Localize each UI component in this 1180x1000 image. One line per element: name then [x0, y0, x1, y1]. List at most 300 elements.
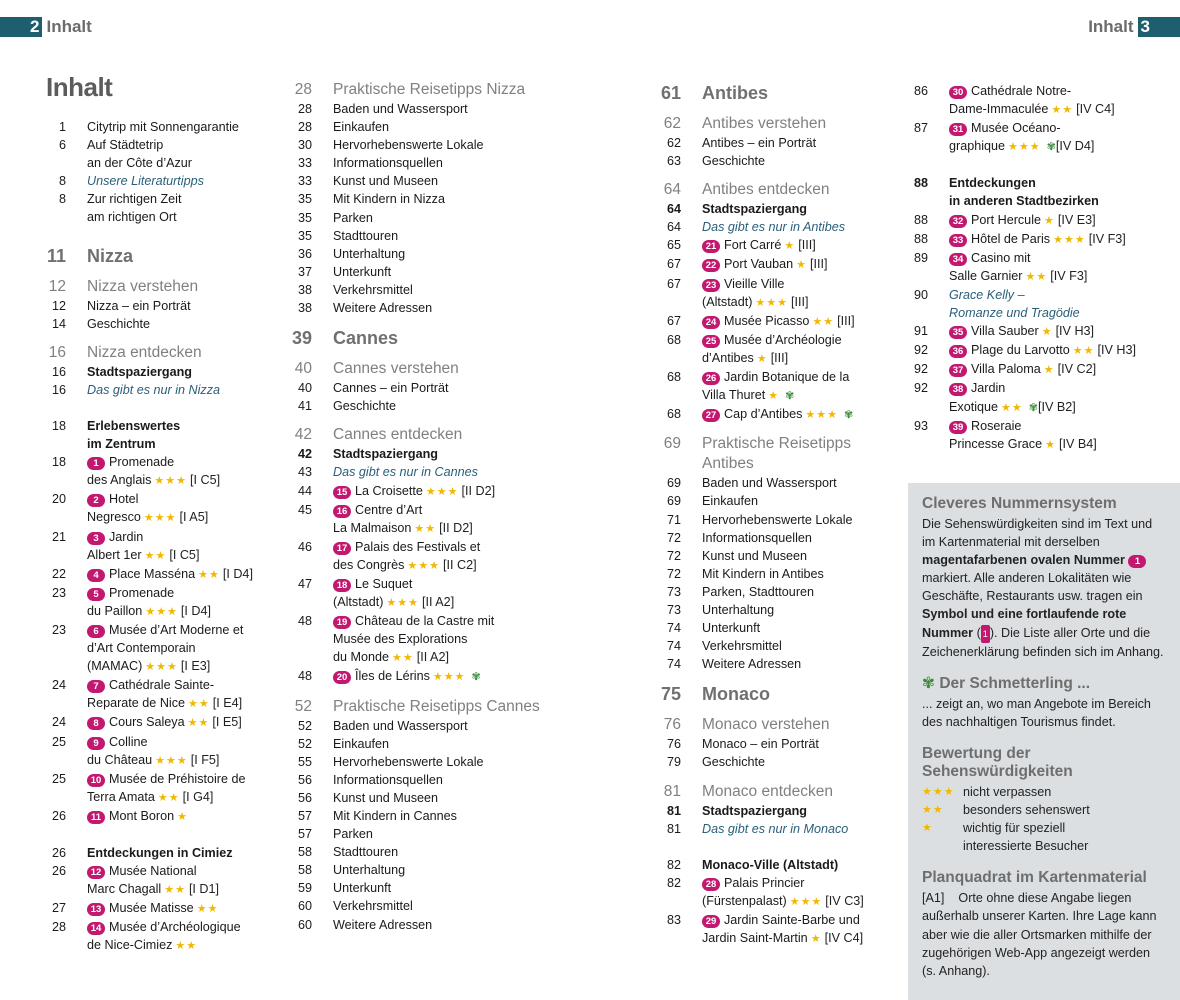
page-number: 24	[51, 715, 66, 730]
chapter-heading[interactable]	[292, 327, 612, 349]
toc-entry[interactable]	[292, 463, 612, 481]
toc-entry[interactable]	[661, 735, 906, 753]
toc-entry[interactable]	[292, 118, 612, 136]
entry-line	[87, 657, 276, 676]
legend-infobox	[908, 483, 1180, 1000]
toc-entry[interactable]	[292, 753, 612, 771]
sight-entry[interactable]	[908, 379, 1173, 416]
entry-line-text: Stadtspaziergang	[702, 202, 807, 217]
sight-number-badge: 13	[87, 903, 105, 916]
entry-line	[333, 538, 612, 556]
rating-stars: ★	[1043, 364, 1055, 377]
toc-entry[interactable]	[46, 297, 276, 315]
sight-entry[interactable]	[46, 676, 276, 713]
toc-entry[interactable]	[292, 916, 612, 934]
sight-number-badge: 19	[333, 616, 351, 629]
sight-number-badge: 7	[87, 680, 105, 693]
section-heading[interactable]	[661, 782, 906, 802]
section-heading[interactable]	[661, 180, 906, 200]
entry-text	[87, 770, 276, 807]
section-heading[interactable]	[292, 697, 612, 717]
page-number: 56	[297, 790, 312, 805]
entry-line	[949, 417, 1173, 435]
page-number: 88	[913, 176, 928, 191]
entry-line	[333, 717, 612, 735]
sight-entry[interactable]	[661, 331, 906, 368]
entry-line	[702, 349, 906, 368]
heading-text: Antibes verstehen	[702, 115, 827, 132]
entry-text	[87, 918, 276, 955]
entry-text	[702, 874, 906, 911]
sight-entry[interactable]	[46, 621, 276, 676]
entry-line	[702, 134, 906, 152]
entry-line-text: Geschichte	[333, 399, 396, 414]
toc-entry[interactable]	[46, 118, 276, 136]
map-grid-reference: [III]	[809, 257, 828, 272]
sight-entry[interactable]	[908, 82, 1173, 119]
entry-line-text: Villa Paloma	[971, 362, 1041, 377]
entry-text	[702, 529, 906, 547]
toc-entry[interactable]	[292, 445, 612, 463]
spacer	[661, 104, 906, 114]
entry-line	[333, 190, 612, 208]
entry-line	[949, 119, 1173, 137]
entry-text	[87, 490, 276, 527]
toc-entry[interactable]	[292, 717, 612, 735]
toc-entry[interactable]	[46, 190, 276, 226]
page-number: 22	[51, 566, 66, 581]
toc-entry[interactable]	[661, 200, 906, 218]
chapter-heading[interactable]	[661, 683, 906, 705]
toc-entry[interactable]	[661, 565, 906, 583]
sight-entry[interactable]	[292, 575, 612, 612]
spacer	[46, 267, 276, 277]
entry-line-text: Weitere Adressen	[333, 917, 433, 932]
sight-entry[interactable]	[292, 612, 612, 667]
sight-number-badge: 35	[949, 326, 967, 339]
entry-line-text: Informationsquellen	[333, 156, 443, 171]
page-number: 28	[51, 920, 66, 935]
sight-number-badge: 28	[702, 878, 720, 891]
entry-text	[333, 501, 612, 538]
entry-line-text: Stadttouren	[333, 228, 399, 243]
entry-text	[702, 619, 906, 637]
map-grid-reference: [IV D4]	[1055, 139, 1095, 154]
entry-line	[949, 322, 1173, 341]
entry-text	[87, 528, 276, 565]
section-heading[interactable]	[661, 434, 906, 474]
toc-entry[interactable]	[46, 363, 276, 381]
map-grid-reference: [I A5]	[179, 510, 209, 525]
entry-line	[949, 379, 1173, 397]
chapter-heading[interactable]	[46, 245, 276, 267]
entry-line-text: Centre d’Art	[355, 502, 423, 517]
entry-line	[333, 519, 612, 538]
toc-entry[interactable]	[661, 637, 906, 655]
entry-line-text: Romanze und Tragödie	[949, 306, 1080, 321]
sight-entry[interactable]	[292, 482, 612, 501]
entry-line	[333, 263, 612, 281]
sight-entry[interactable]	[46, 899, 276, 918]
entry-line-text: Jardin Saint-Martin	[702, 931, 808, 946]
section-heading[interactable]	[661, 114, 906, 134]
sight-entry[interactable]	[46, 528, 276, 565]
toc-entry[interactable]	[661, 820, 906, 838]
toc-entry[interactable]	[292, 190, 612, 208]
toc-entry[interactable]	[661, 529, 906, 547]
entry-line-text: Villa Sauber	[971, 324, 1039, 339]
toc-entry[interactable]	[292, 209, 612, 227]
toc-entry[interactable]	[661, 601, 906, 619]
entry-line-text: Cathédrale Notre-	[971, 84, 1072, 98]
entry-line	[949, 230, 1173, 249]
butterfly-icon: ✾	[844, 409, 854, 422]
page-number: 72	[666, 548, 681, 563]
sight-entry[interactable]	[661, 275, 906, 312]
sight-number-badge: 6	[87, 625, 105, 638]
entry-text	[333, 771, 612, 789]
sight-entry[interactable]	[292, 538, 612, 575]
entry-line	[333, 861, 612, 879]
entry-line-text: Das gibt es nur in Antibes	[702, 220, 846, 235]
section-heading[interactable]	[661, 715, 906, 735]
example-badge: 1	[1128, 555, 1146, 568]
rating-legend-row	[922, 801, 1166, 819]
spacer	[292, 349, 612, 359]
sight-entry[interactable]	[661, 368, 906, 405]
toc-entry[interactable]	[661, 802, 906, 820]
toc-entry[interactable]	[292, 789, 612, 807]
toc-entry[interactable]	[292, 100, 612, 118]
rating-stars: ★★	[414, 522, 437, 535]
entry-line	[333, 281, 612, 299]
entry-line	[702, 312, 906, 331]
entry-line-text: Parken, Stadttouren	[702, 584, 815, 599]
page-number: 67	[666, 257, 681, 272]
rating-stars: ★★	[164, 884, 186, 897]
page-number: 8	[58, 192, 66, 207]
entry-line-text: Einkaufen	[333, 120, 390, 135]
entry-line	[87, 381, 276, 399]
entry-line-text: Unterkunft	[333, 264, 392, 279]
rating-stars: ★★	[196, 903, 219, 916]
sight-entry[interactable]	[46, 490, 276, 527]
entry-line-text: Villa Thuret	[702, 388, 766, 403]
entry-line-text: Jardin Sainte-Barbe und	[724, 913, 860, 927]
entry-line-text: Terra Amata	[87, 789, 155, 804]
entry-text	[702, 802, 906, 820]
spacer	[661, 838, 906, 856]
sight-entry[interactable]	[908, 360, 1173, 379]
heading-text: Cannes entdecken	[333, 426, 463, 444]
entry-text	[702, 565, 906, 583]
map-grid-reference: [I C5]	[190, 473, 221, 488]
toc-entry[interactable]	[292, 379, 612, 397]
toc-entry[interactable]	[46, 172, 276, 190]
sight-entry[interactable]	[908, 249, 1173, 286]
toc-entry[interactable]	[292, 771, 612, 789]
toc-entry[interactable]	[292, 299, 612, 317]
toc-entry[interactable]	[292, 245, 612, 263]
toc-entry[interactable]	[292, 735, 612, 753]
toc-entry[interactable]	[661, 547, 906, 565]
entry-text	[333, 575, 612, 612]
toc-entry[interactable]	[292, 879, 612, 897]
toc-entry[interactable]	[908, 286, 1173, 322]
entry-text	[333, 879, 612, 897]
sight-number-badge: 14	[87, 922, 105, 935]
entry-line	[702, 565, 906, 583]
sight-entry[interactable]	[908, 119, 1173, 156]
rating-stars: ★★	[198, 568, 220, 581]
entry-line-text: Jardin	[971, 381, 1006, 396]
page-number: 21	[51, 529, 66, 544]
section-heading[interactable]	[46, 343, 276, 363]
rating-stars: ★★★	[143, 512, 177, 525]
entry-text	[333, 227, 612, 245]
rating-list	[922, 783, 1166, 855]
toc-entry[interactable]	[292, 172, 612, 190]
toc-entry[interactable]	[292, 263, 612, 281]
entry-text	[87, 621, 276, 676]
entry-line-text: Musée d’Art Moderne et	[109, 622, 244, 637]
entry-line-text: Mont Boron	[109, 808, 175, 823]
page-number: 46	[297, 539, 312, 554]
entry-line-text: Parken	[333, 827, 373, 842]
page-number: 47	[297, 576, 312, 591]
sight-entry[interactable]	[46, 770, 276, 807]
page-number: 88	[913, 212, 928, 227]
toc-entry[interactable]	[661, 511, 906, 529]
toc-entry[interactable]	[292, 897, 612, 915]
page-number: 67	[666, 313, 681, 328]
entry-line-text: Place Masséna	[109, 566, 196, 581]
page-number: 58	[297, 845, 312, 860]
sight-entry[interactable]	[661, 236, 906, 255]
page-number: 42	[294, 426, 312, 444]
toc-entry[interactable]	[661, 655, 906, 673]
sight-number-badge: 20	[333, 671, 351, 684]
spacer	[661, 772, 906, 782]
sight-entry[interactable]	[292, 667, 612, 686]
entry-text	[702, 820, 906, 838]
entry-text	[702, 637, 906, 655]
entry-text	[702, 753, 906, 771]
rating-legend-row	[922, 819, 1166, 855]
toc-entry[interactable]	[292, 843, 612, 861]
entry-line-text: Vieille Ville	[724, 276, 785, 291]
entry-line-text: Salle Garnier	[949, 268, 1023, 283]
toc-entry[interactable]	[661, 492, 906, 510]
rating-stars: ★★★	[805, 409, 839, 422]
entry-line-text: du Monde	[333, 650, 390, 665]
page-number: 6	[58, 138, 66, 153]
sight-entry[interactable]	[46, 733, 276, 770]
entry-text	[87, 844, 276, 862]
legend-heading-rating: Bewertung der Sehenswürdigkeiten	[922, 744, 1073, 780]
entry-text	[87, 676, 276, 713]
rating-stars: ★★★	[145, 605, 178, 618]
sight-entry[interactable]	[46, 862, 276, 899]
section-heading[interactable]	[292, 80, 612, 100]
toc-entry[interactable]	[292, 825, 612, 843]
toc-entry[interactable]	[661, 134, 906, 152]
entry-line-text: Erlebenswertes	[87, 418, 181, 433]
toc-entry[interactable]	[292, 281, 612, 299]
toc-entry[interactable]	[292, 154, 612, 172]
heading-text: Monaco entdecken	[702, 782, 833, 800]
entry-line-text: (Altstadt)	[333, 595, 384, 610]
sight-entry[interactable]	[46, 807, 276, 826]
section-heading[interactable]	[292, 425, 612, 445]
sight-number-badge: 32	[949, 215, 967, 228]
entry-text	[333, 538, 612, 575]
section-heading[interactable]	[292, 359, 612, 379]
page-number: 69	[663, 435, 681, 453]
sight-entry[interactable]	[46, 584, 276, 621]
entry-line-text: am richtigen Ort	[87, 210, 177, 225]
toc-entry[interactable]	[292, 397, 612, 415]
sight-number-badge: 37	[949, 364, 967, 377]
spacer	[46, 333, 276, 343]
entry-line-text: Musée de Préhistoire de	[109, 771, 246, 786]
toc-entry[interactable]	[46, 844, 276, 862]
toc-entry[interactable]	[661, 619, 906, 637]
butterfly-icon: ✾	[1046, 141, 1056, 154]
toc-entry[interactable]	[46, 315, 276, 333]
entry-text	[87, 136, 276, 172]
toc-entry[interactable]	[292, 136, 612, 154]
page-number: 74	[666, 657, 681, 672]
entry-text	[87, 862, 276, 899]
entry-line	[87, 546, 276, 565]
toc-entry[interactable]	[292, 807, 612, 825]
entry-line	[333, 771, 612, 789]
sight-number-badge: 1	[87, 457, 105, 470]
entry-line-text: Stadtspaziergang	[333, 447, 438, 462]
entry-line-text: Zur richtigen Zeit	[87, 192, 182, 207]
toc-entry[interactable]	[292, 227, 612, 245]
page-number: 35	[297, 228, 312, 243]
page-number: 83	[666, 913, 681, 927]
entry-text	[333, 118, 612, 136]
rating-stars: ★★	[1072, 345, 1095, 358]
page-number: 62	[663, 115, 681, 132]
sight-entry[interactable]	[661, 312, 906, 331]
page-number: 63	[666, 154, 681, 169]
page-number: 60	[297, 899, 312, 914]
entry-line-text: Port Vauban	[724, 257, 794, 272]
sight-entry[interactable]	[46, 713, 276, 732]
entry-line-text: Reparate de Nice	[87, 696, 186, 711]
toc-entry[interactable]	[661, 856, 906, 874]
toc-entry[interactable]	[661, 753, 906, 771]
page-number: 92	[913, 362, 928, 377]
sight-entry[interactable]	[908, 341, 1173, 360]
page-number: 25	[51, 734, 66, 749]
entry-line-text: des Congrès	[333, 557, 405, 572]
sight-entry[interactable]	[661, 911, 906, 948]
rating-stars: ★★	[922, 804, 944, 817]
spacer	[292, 687, 612, 697]
page-number: 18	[51, 455, 66, 470]
sight-number-badge: 9	[87, 737, 105, 750]
toc-entry[interactable]	[46, 381, 276, 399]
entry-line	[949, 211, 1173, 230]
section-heading[interactable]	[46, 277, 276, 297]
page-number: 26	[51, 864, 66, 879]
sight-number-badge: 39	[949, 421, 967, 434]
toc-entry[interactable]	[292, 861, 612, 879]
entry-line	[702, 637, 906, 655]
entry-text	[702, 911, 906, 948]
sight-entry[interactable]	[908, 230, 1173, 249]
sight-entry[interactable]	[908, 417, 1173, 454]
toc-entry[interactable]	[661, 218, 906, 236]
entry-text	[87, 713, 276, 732]
sight-entry[interactable]	[661, 405, 906, 424]
toc-entry[interactable]	[908, 174, 1173, 210]
entry-text	[333, 299, 612, 317]
entry-line-text: Geschichte	[702, 755, 765, 770]
entry-line-text: Baden und Wassersport	[333, 102, 468, 116]
entry-line-text: Albert 1er	[87, 547, 142, 562]
rating-stars: ★	[1041, 326, 1053, 339]
toc-entry[interactable]	[46, 136, 276, 172]
page-number: 27	[51, 901, 66, 916]
rating-stars: ★	[756, 352, 768, 365]
sight-entry[interactable]	[46, 453, 276, 490]
entry-line	[333, 136, 612, 154]
entry-line-text: Weitere Adressen	[702, 657, 802, 672]
sight-entry[interactable]	[908, 322, 1173, 341]
spacer	[292, 317, 612, 327]
entry-line	[87, 297, 276, 315]
map-grid-reference: [I G4]	[182, 789, 214, 804]
entry-line-text: Colline	[109, 734, 148, 749]
rating-stars: ★★	[1051, 104, 1074, 117]
rating-stars: ★	[922, 822, 933, 835]
entry-line-text: Entdeckungen	[949, 176, 1036, 191]
sight-entry[interactable]	[292, 501, 612, 538]
entry-line-text: La Croisette	[355, 483, 423, 498]
spacer	[908, 156, 1173, 174]
sight-entry[interactable]	[46, 565, 276, 584]
sight-number-badge: 8	[87, 717, 105, 730]
sight-entry[interactable]	[661, 874, 906, 911]
entry-text	[87, 118, 276, 136]
page-number: 64	[663, 181, 681, 199]
page-number: 68	[666, 332, 681, 347]
page-number: 55	[297, 754, 312, 769]
sight-entry[interactable]	[661, 255, 906, 274]
entry-text	[333, 263, 612, 281]
entry-line-text: Roseraie	[971, 418, 1022, 433]
page-header-right	[1088, 17, 1180, 37]
entry-line	[333, 843, 612, 861]
map-grid-reference: [I C5]	[169, 547, 200, 562]
toc-entry[interactable]	[46, 417, 276, 453]
heading-text: Monaco verstehen	[702, 716, 830, 734]
sight-entry[interactable]	[908, 211, 1173, 230]
page-number: 64	[666, 220, 681, 235]
toc-entry[interactable]	[661, 474, 906, 492]
toc-entry[interactable]	[661, 583, 906, 601]
entry-text	[333, 397, 612, 415]
sight-entry[interactable]	[46, 918, 276, 955]
toc-entry[interactable]	[661, 152, 906, 170]
chapter-heading[interactable]	[661, 82, 906, 104]
